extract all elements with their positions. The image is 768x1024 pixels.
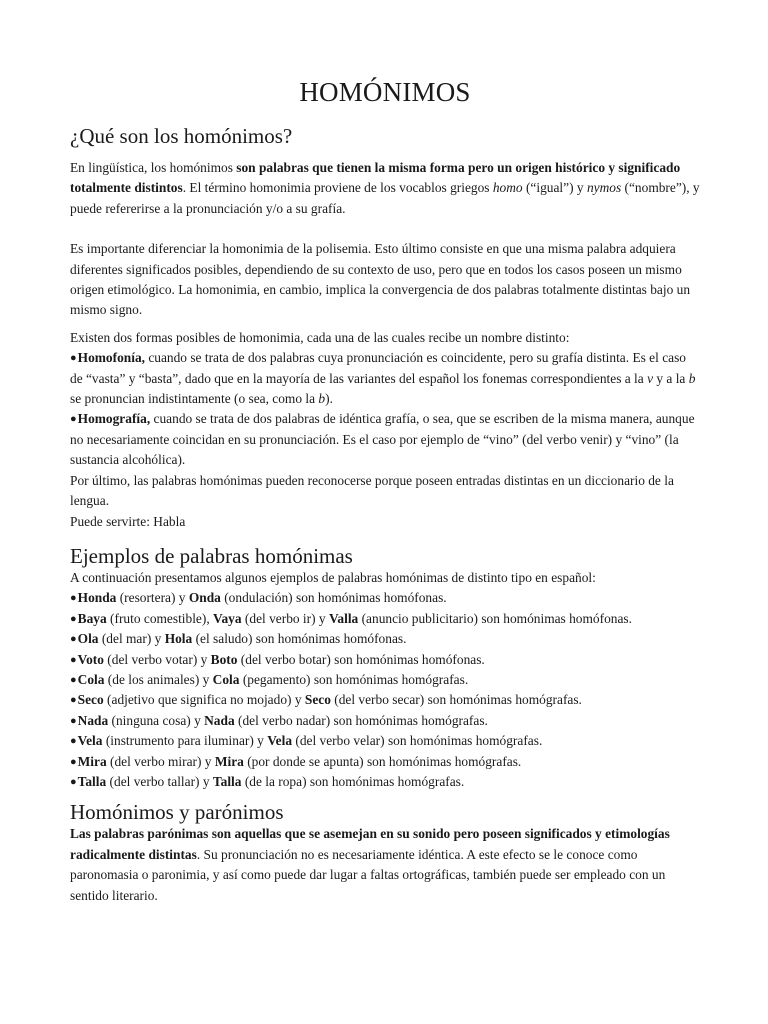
list-item [70,588,700,608]
list-item [70,752,700,772]
paronimos-bold-definition: Las palabras parónimas son aquellas que se asemejan en su sonido pero poseen significados y etimologías radicalmente distintas [70,826,670,862]
example-word: Ola [77,631,99,647]
example-text: (del verbo mirar) y [106,753,215,769]
homofonia-letter-b: b [688,370,696,386]
homofonia-text-d: ). [325,391,333,407]
example-text: (pegamento) son homónimas homógrafas. [239,671,469,687]
section-heading-que-son: ¿Qué son los homónimos? [70,124,293,148]
example-text: (del verbo votar) y [103,651,211,667]
example-word: Mira [77,753,107,769]
example-word: Hola [164,631,193,647]
document-page [70,0,700,906]
example-word: Onda [188,590,221,606]
example-word: Talla [212,773,242,789]
paronimos-paragraph [70,824,700,906]
example-text: (el saludo) son homónimas homófonas. [192,631,407,647]
formas-paragraph: Existen dos formas posibles de homonimia, cada una de las cuales recibe un nombre distinto: [70,329,570,345]
homofonia-letter-b2: b [318,391,326,407]
ejemplos-intro: A continuación presentamos algunos ejemplos de palabras homónimas de distinto tipo en español: [70,569,596,585]
example-word: Cola [212,671,240,687]
intro-text-e: (“igual”) y [522,180,587,196]
example-text: (del verbo botar) son homónimas homófonas. [237,651,485,667]
example-word: Talla [77,773,107,789]
intro-text-g: (“nombre”), y puede refererirse a la pronunciación y/o a su grafía. [70,180,700,216]
example-text: (de la ropa) son homónimas homógrafas. [241,773,465,789]
example-word: Seco [77,692,104,708]
intro-italic-homo: homo [492,180,523,196]
example-text: (del verbo velar) son homónimas homógrafas. [292,733,543,749]
list-item [70,711,700,731]
homofonia-item [70,348,700,409]
example-word: Nada [204,712,235,728]
example-text: (por donde se apunta) son homónimas homógrafas. [243,753,522,769]
example-text: (anuncio publicitario) son homónimas homófonas. [358,610,632,626]
section-heading-ejemplos: Ejemplos de palabras homónimas [70,543,353,568]
example-text: (del verbo tallar) y [106,773,213,789]
list-item [70,670,700,690]
example-text: (fruto comestible), [106,610,214,626]
puede-servirte-link[interactable]: Puede servirte: Habla [70,513,186,529]
example-text: (instrumento para iluminar) y [102,733,268,749]
homofonia-text-a: cuando se trata de dos palabras cuya pronunciación es coincidente, pero su grafía distinta. Es el caso de “vasta” y “basta”, dado que en la mayoría de las variantes del español los fonemas correspondientes a la [70,350,686,386]
example-text: (de los animales) y [104,671,213,687]
example-text: (adjetivo que significa no mojado) y [103,692,305,708]
example-word: Nada [77,712,109,728]
list-item [70,772,700,792]
homofonia-term: Homofonía, [77,350,145,366]
list-item [70,650,700,670]
homografia-text: cuando se trata de dos palabras de idéntica grafía, o sea, que se escriben de la misma manera, aunque no necesariamente coincidan en su pronunciación. Es el caso por ejemplo de “vino” (del verbo venir) y “vino” (la sustancia alcohólica). [70,411,695,468]
example-text: (ninguna cosa) y [108,712,205,728]
paronimos-text: . Su pronunciación no es necesariamente idéntica. A este efecto se le conoce como paronomasia o paronimia, y así como puede dar lugar a faltas ortográficas, también puede ser empleado con un sentido literario. [70,846,666,903]
ultimo-paragraph: Por último, las palabras homónimas pueden reconocerse porque poseen entradas distintas en un diccionario de la lengua. [70,472,674,509]
intro-text-c: . El término homonimia proviene de los vocablos griegos [182,180,493,196]
example-word: Boto [210,651,238,667]
page-title: HOMÓNIMOS [299,77,471,107]
example-word: Vaya [213,610,242,626]
example-word: Vela [77,733,103,749]
list-item [70,731,700,751]
list-item [70,609,700,629]
list-item [70,629,700,649]
examples-list [70,588,700,792]
example-text: (del verbo ir) y [241,610,329,626]
homofonia-text-b: y a la [653,370,689,386]
list-item [70,690,700,710]
example-word: Honda [77,590,117,606]
example-word: Mira [214,753,244,769]
intro-italic-nymos: nymos [586,180,622,196]
homografia-term: Homografía, [77,411,151,427]
intro-bold-definition: son palabras que tienen la misma forma pero un origen histórico y significado totalmente distintos [70,160,681,196]
example-word: Valla [328,610,359,626]
example-word: Seco [304,692,331,708]
homofonia-letter-v: v [647,370,654,386]
example-text: (ondulación) son homónimas homófonas. [220,590,447,606]
intro-text-a: En lingüística, los homónimos [70,160,237,175]
example-text: (del mar) y [98,631,165,647]
example-text: (resortera) y [116,590,189,606]
polisemia-paragraph: Es importante diferenciar la homonimia de la polisemia. Esto último consiste en que una misma palabra adquiera diferentes significados posibles, dependiendo de su contexto de uso, pero que en todos los casos poseen un mismo origen etimológico. La homonimia, en cambio, implica la convergencia de dos palabras totalmente distintas bajo un mismo signo. [70,241,691,318]
intro-paragraph [70,158,700,219]
example-text: (del verbo secar) son homónimas homógrafas. [330,692,582,708]
section-heading-paronimos: Homónimos y parónimos [70,800,284,825]
example-word: Baya [77,610,107,626]
example-text: (del verbo nadar) son homónimas homógrafas. [234,712,488,728]
example-word: Vela [267,733,293,749]
homografia-item [70,409,700,470]
homofonia-text-c: se pronuncian indistintamente (o sea, como la [70,391,319,407]
example-word: Voto [77,651,104,667]
example-word: Cola [77,671,105,687]
